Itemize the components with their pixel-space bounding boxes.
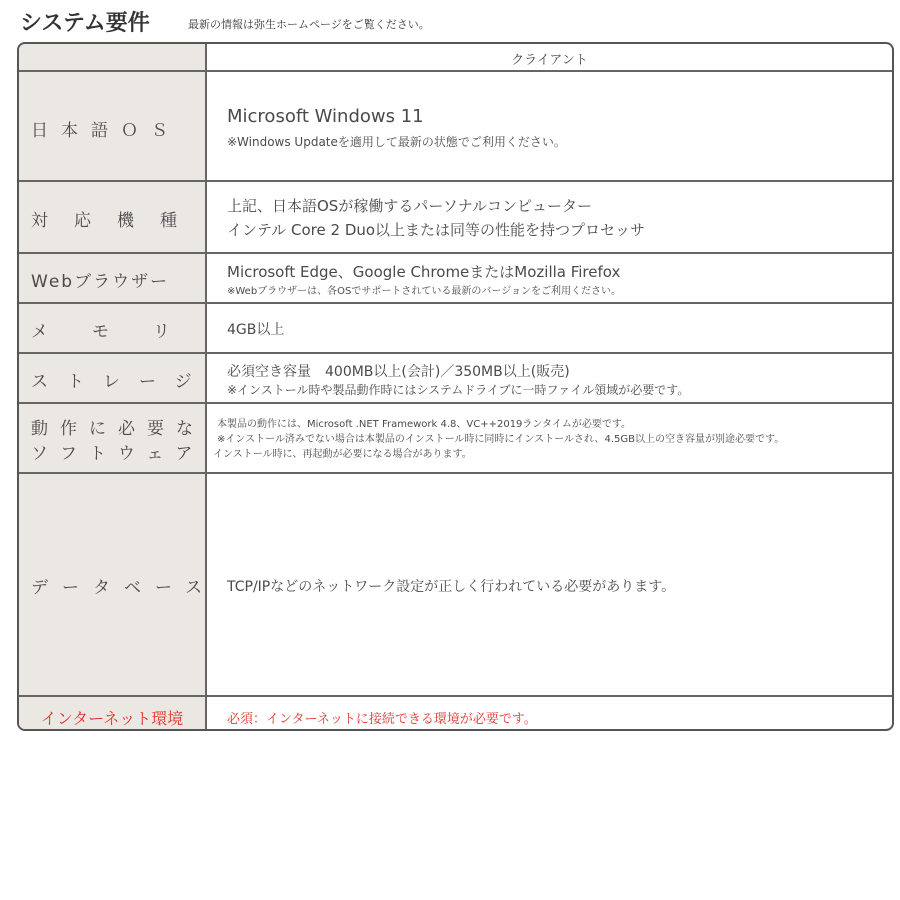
row-label: Webブラウザー (19, 254, 207, 304)
memory-value: 4GB以上 (227, 322, 285, 338)
browser-line: Microsoft Edge、Google ChromeまたはMozilla Firefox (227, 263, 621, 281)
database-line: TCP/IPなどのネットワーク設定が正しく行われている必要があります。 (227, 578, 676, 595)
table-row (19, 180, 892, 254)
table-row (19, 402, 892, 474)
software-note: ※インストール済みでない場合は本製品のインストール時に同時にインストールされ、4.5GB以上の空き容量が別途必要です。 (217, 433, 785, 445)
machine-line: 上記、日本語OSが稼働するパーソナルコンピューター (227, 197, 592, 215)
browser-note: ※Webブラウザーは、各OSでサポートされている最新のバージョンをご利用ください。 (227, 286, 621, 297)
page-title: システム要件 (20, 11, 150, 36)
table-row (19, 472, 892, 697)
table-row (19, 70, 892, 184)
row-label: インターネット環境 (19, 697, 207, 731)
internet-requirement: 必須：インターネットに接続できる環境が必要です。 (227, 711, 537, 727)
software-line: 本製品の動作には、Microsoft .NET Framework 4.8、VC++2019ランタイムが必要です。 (217, 418, 632, 430)
row-label: メモリ (19, 304, 207, 354)
row-label: 日本語ＯＳ (19, 72, 207, 184)
row-label: 対応機種 (19, 182, 207, 254)
row-label: ストレージ (19, 354, 207, 404)
subtitle: 最新の情報は弥生ホームページをご覧ください。 (188, 18, 430, 31)
storage-note: ※インストール時や製品動作時にはシステムドライブに一時ファイル領域が必要です。 (227, 382, 690, 397)
table-row (19, 252, 892, 304)
storage-line: 必須空き容量 400MB以上(会計)／350MB以上(販売) (227, 363, 570, 380)
row-label: 動作に必要な ソフトウェア (19, 404, 207, 474)
requirements-table (17, 42, 894, 731)
table-row (19, 352, 892, 404)
software-restart-note: インストール時に、再起動が必要になる場合があります。 (213, 448, 472, 460)
row-label: データベース (19, 474, 207, 697)
table-row (19, 302, 892, 354)
os-note: ※Windows Updateを適用して最新の状態でご利用ください。 (227, 135, 566, 149)
table-header-row (19, 44, 892, 72)
header-blank-cell (19, 44, 207, 72)
table-row (19, 695, 892, 731)
column-header: クライアント (511, 52, 588, 68)
cpu-line: インテル Core 2 Duo以上または同等の性能を持つプロセッサ (227, 221, 646, 239)
os-name: Microsoft Windows 11 (227, 106, 424, 127)
